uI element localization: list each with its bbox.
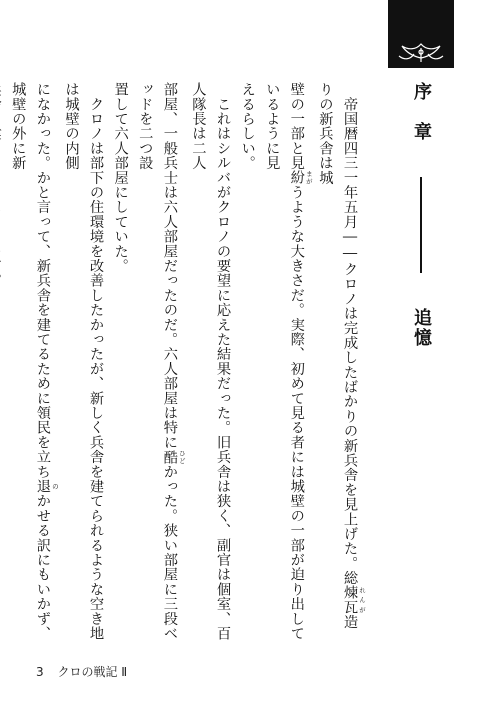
ruby-magaa: まが (304, 170, 313, 185)
ruby-hido: ひど (177, 449, 186, 465)
chapter-separator (420, 177, 422, 273)
text-column: クロノは部下の住環境を改善したかったが、新しく兵舎を建てられるような空き地は城壁の内側 (63, 82, 105, 641)
chapter-title (401, 82, 441, 348)
page-number: 3 (36, 665, 44, 679)
text-column: これはシルバがクロノの要望に応えた結果だった。旧兵舎は狭く、副官は個室、百人隊長は二人 (190, 82, 232, 641)
chapter-header-tab (388, 0, 454, 68)
text-column: 置して六人部屋にしていた。 (112, 82, 129, 274)
text-column: 部屋、一般兵士は六人部屋だったのだ。六人部屋は特に酷 ひどかった。狭い部屋に三段ベッドを二つ設 (137, 82, 186, 641)
text-column: えるらしい。 (239, 82, 256, 171)
ornament-icon (396, 40, 446, 64)
text-column (0, 82, 6, 642)
text-column: になかった。かと言って、新兵舎を建てるために領民を立ち退 のかせる訳にもいかず、城壁の外に新 (10, 82, 59, 641)
body-text (0, 82, 366, 642)
chapter-label: 序 章 (411, 82, 432, 142)
page-footer (36, 663, 127, 680)
ruby-renga: れんが (358, 585, 366, 615)
text-column: 壁の一部と見紛 まがうような大きさだ。実際、初めて見る者には城壁の一部が迫り出しているように見 (264, 82, 313, 641)
book-title: クロの戦記 Ⅱ (57, 665, 128, 679)
ruby-no: の (50, 478, 59, 494)
chapter-name: 追憶 (411, 308, 432, 348)
text-column: 帝国暦四三一年五月――クロノは完成したばかりの新兵舎を見上げた。総煉瓦 れんが造りの新兵舎は城 (317, 82, 366, 630)
